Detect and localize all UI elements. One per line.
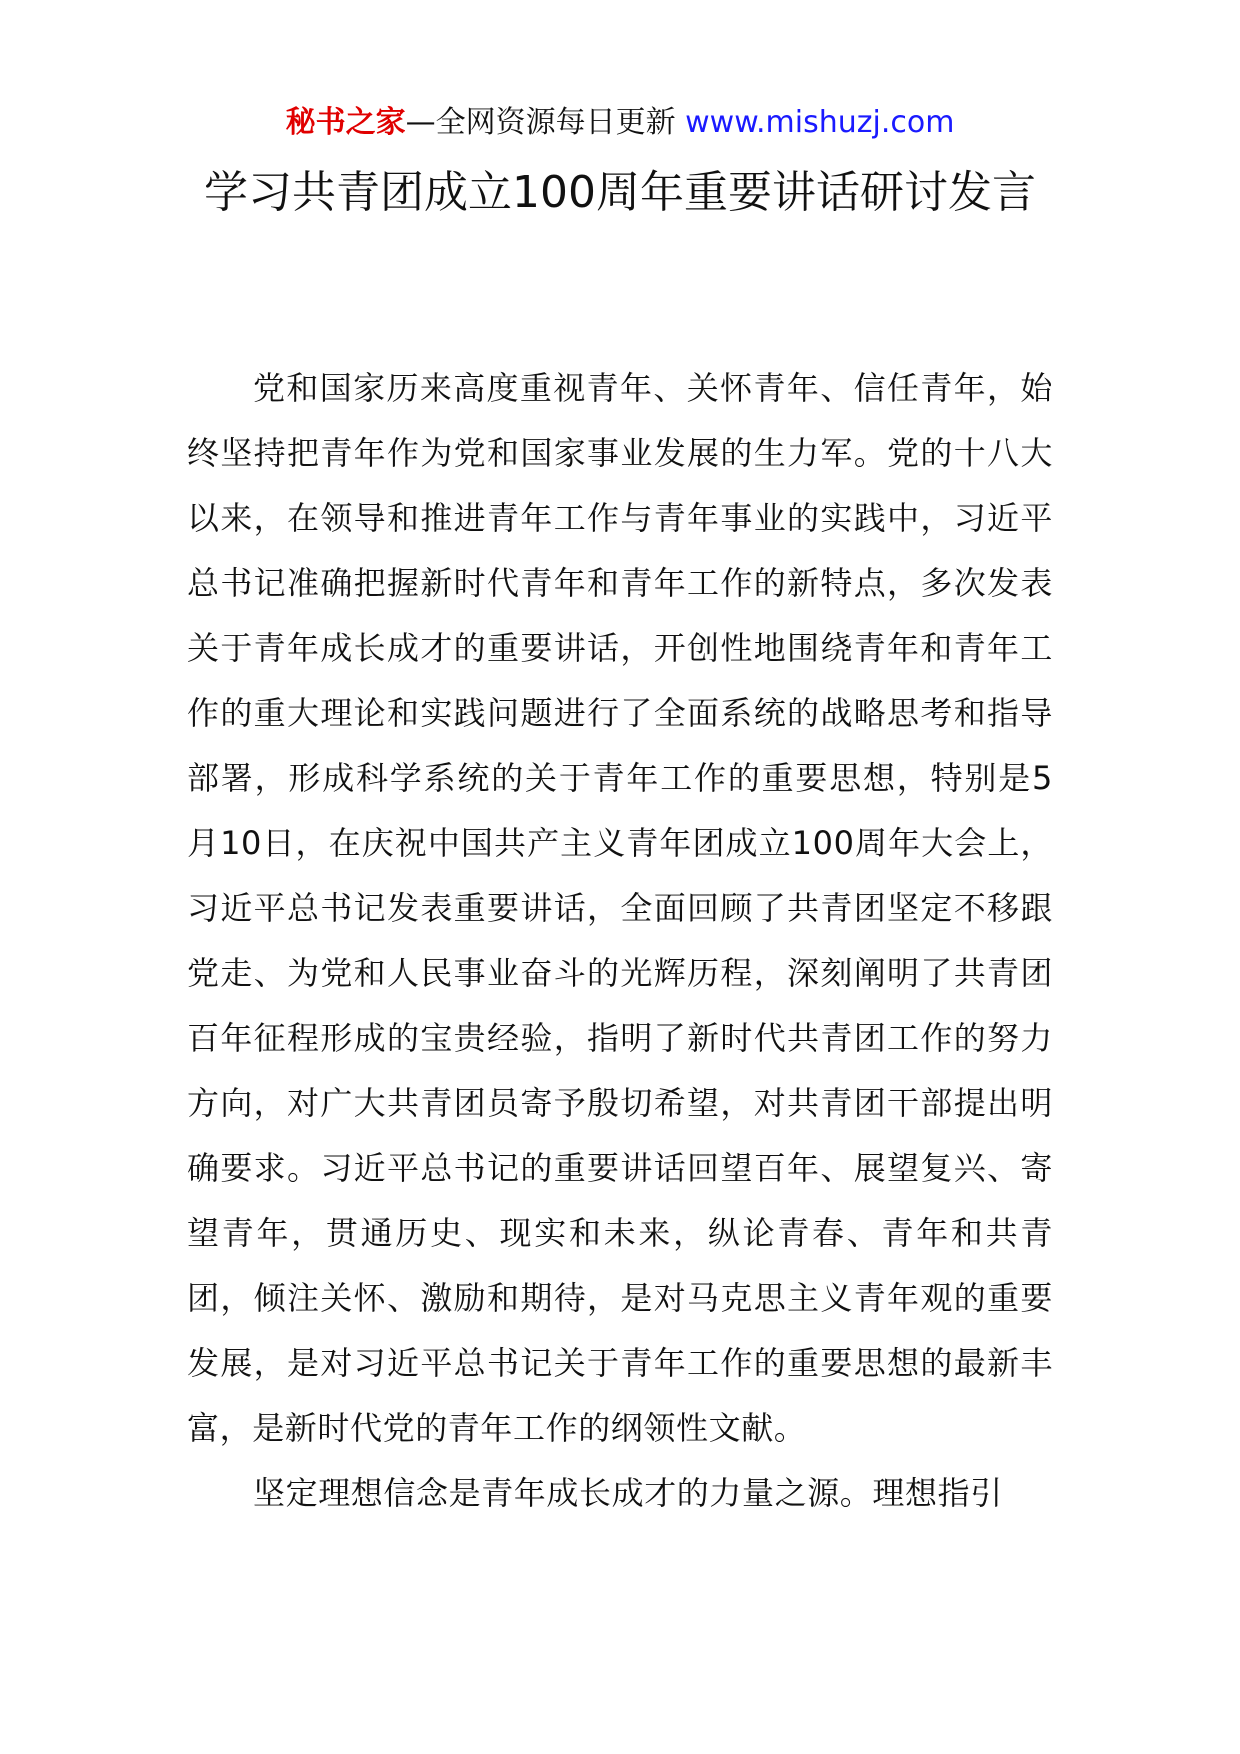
page-header <box>0 100 1240 146</box>
header-slogan: —全网资源每日更新 <box>405 105 686 140</box>
paragraph: 坚定理想信念是青年成长成才的力量之源。理想指引 <box>253 1474 1003 1512</box>
paragraph: 党和国家历来高度重视青年、关怀青年、信任青年，始终坚持把青年作为党和国家事业发展的生力军。党的十八大以来，在领导和推进青年工作与青年事业的实践中，习近平总书记准确把握新时代青年和青年工作的新特点，多次发表关于青年成长成才的重要讲话，开创性地围绕青年和青年工作的重大理论和实践问题进行了全面系统的战略思考和指导部署，形成科学系统的关于青年工作的重要思想，特别是5月10日，在庆祝中国共产主义青年团成立100周年大会上，习近平总书记发表重要讲话，全面回顾了共青团坚定不移跟党走、为党和人民事业奋斗的光辉历程，深刻阐明了共青团百年征程形成的宝贵经验，指明了新时代共青团工作的努力方向，对广大共青团员寄予殷切希望，对共青团干部提出明确要求。习近平总书记的重要讲话回望百年、展望复兴、寄望青年，贯通历史、现实和未来，纵论青春、青年和共青团，倾注关怀、激励和期待，是对马克思主义青年观的重要发展，是对习近平总书记关于青年工作的重要思想的最新丰富，是新时代党的青年工作的纲领性文献。 <box>187 369 1053 1447</box>
document-body <box>187 356 1053 1526</box>
document-title: 学习共青团成立100周年重要讲话研讨发言 <box>204 167 1036 218</box>
brand-name: 秘书之家 <box>285 105 406 140</box>
site-url[interactable]: www.mishuzj.com <box>685 105 955 140</box>
